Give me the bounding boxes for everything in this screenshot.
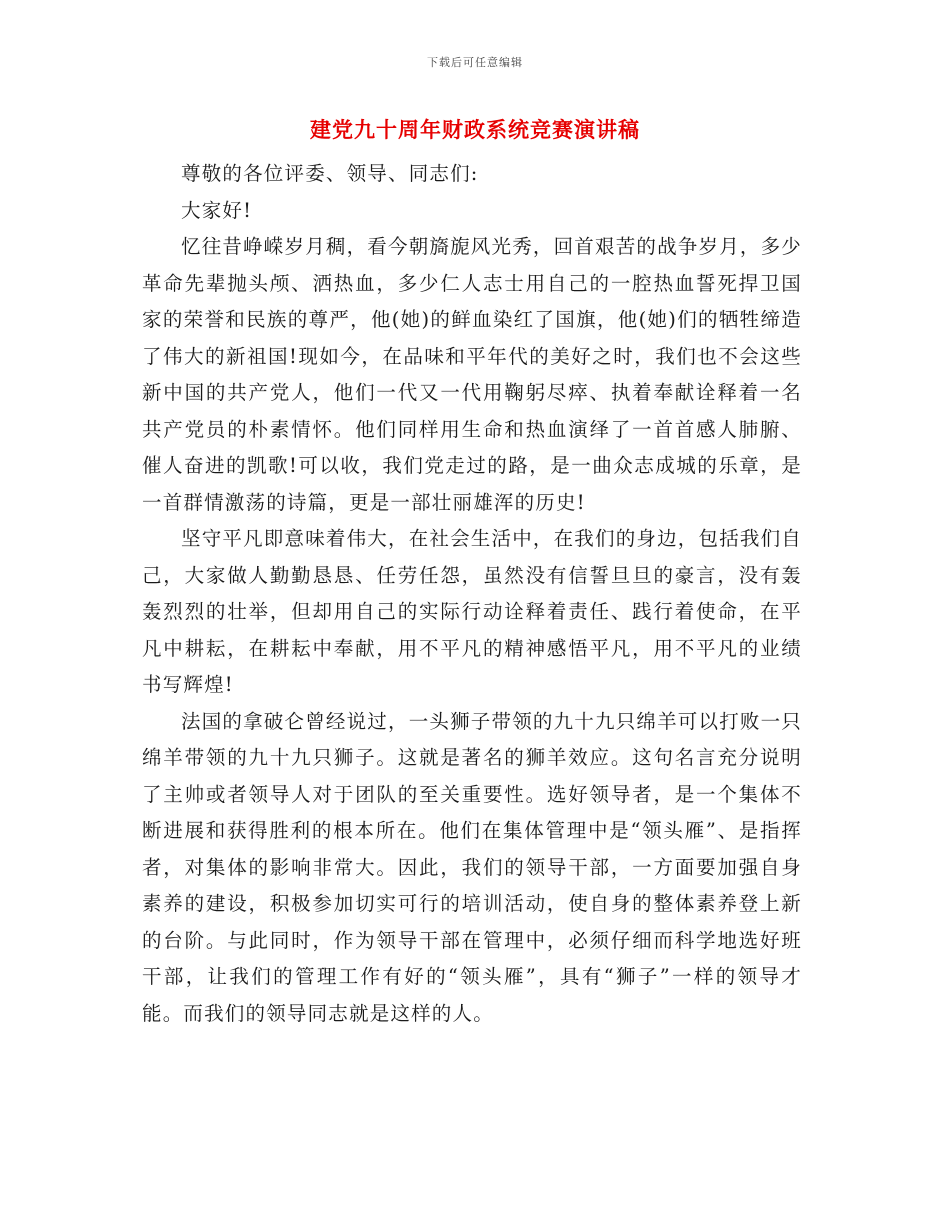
document-title: 建党九十周年财政系统竞赛演讲稿 (310, 117, 640, 142)
body-paragraph: 法国的拿破仑曾经说过，一头狮子带领的九十九只绵羊可以打败一只绵羊带领的九十九只狮子。这就是著名的狮羊效应。这句名言充分说明了主帅或者领导人对于团队的至关重要性。选好领导者，是一个集体不断进展和获得胜利的根本所在。他们在集体管理中是“领头雁”、是指挥者，对集体的影响非常大。因此，我们的领导干部，一方面要加强自身素养的建设，积极参加切实可行的培训活动，使自身的整体素养登上新的台阶。与此同时，作为领导干部在管理中，必须仔细而科学地选好班干部，让我们的管理工作有好的“领头雁”，具有“狮子”一样的领导才能。而我们的领导同志就是这样的人。 (142, 709, 803, 1025)
body-paragraph: 忆往昔峥嵘岁月稠，看今朝旖旎风光秀，回首艰苦的战争岁月，多少革命先辈抛头颅、洒热血，多少仁人志士用自己的一腔热血誓死捍卫国家的荣誉和民族的尊严，他(她)的鲜血染红了国旗，他(她)们的牺牲缔造了伟大的新祖国!现如今，在品味和平年代的美好之时，我们也不会这些新中国的共产党人，他们一代又一代用鞠躬尽瘁、执着奉献诠释着一名共产党员的朴素情怀。他们同样用生命和热血演绎了一首首感人肺腑、催人奋进的凯歌!可以收，我们党走过的路，是一曲众志成城的乐章，是一首群情激荡的诗篇，更是一部壮丽雄浑的历史! (142, 235, 803, 514)
greeting-paragraph: 大家好! (181, 198, 253, 222)
salutation-paragraph: 尊敬的各位评委、领导、同志们: (181, 162, 479, 185)
header-note: 下载后可任意编辑 (427, 56, 523, 69)
document-body (142, 156, 802, 1032)
body-paragraph: 坚守平凡即意味着伟大，在社会生活中，在我们的身边，包括我们自己，大家做人勤勤恳恳、任劳任怨，虽然没有信誓旦旦的豪言，没有轰轰烈烈的壮举，但却用自己的实际行动诠释着责任、践行着使命，在平凡中耕耘，在耕耘中奉献，用不平凡的精神感悟平凡，用不平凡的业绩书写辉煌! (142, 527, 803, 696)
